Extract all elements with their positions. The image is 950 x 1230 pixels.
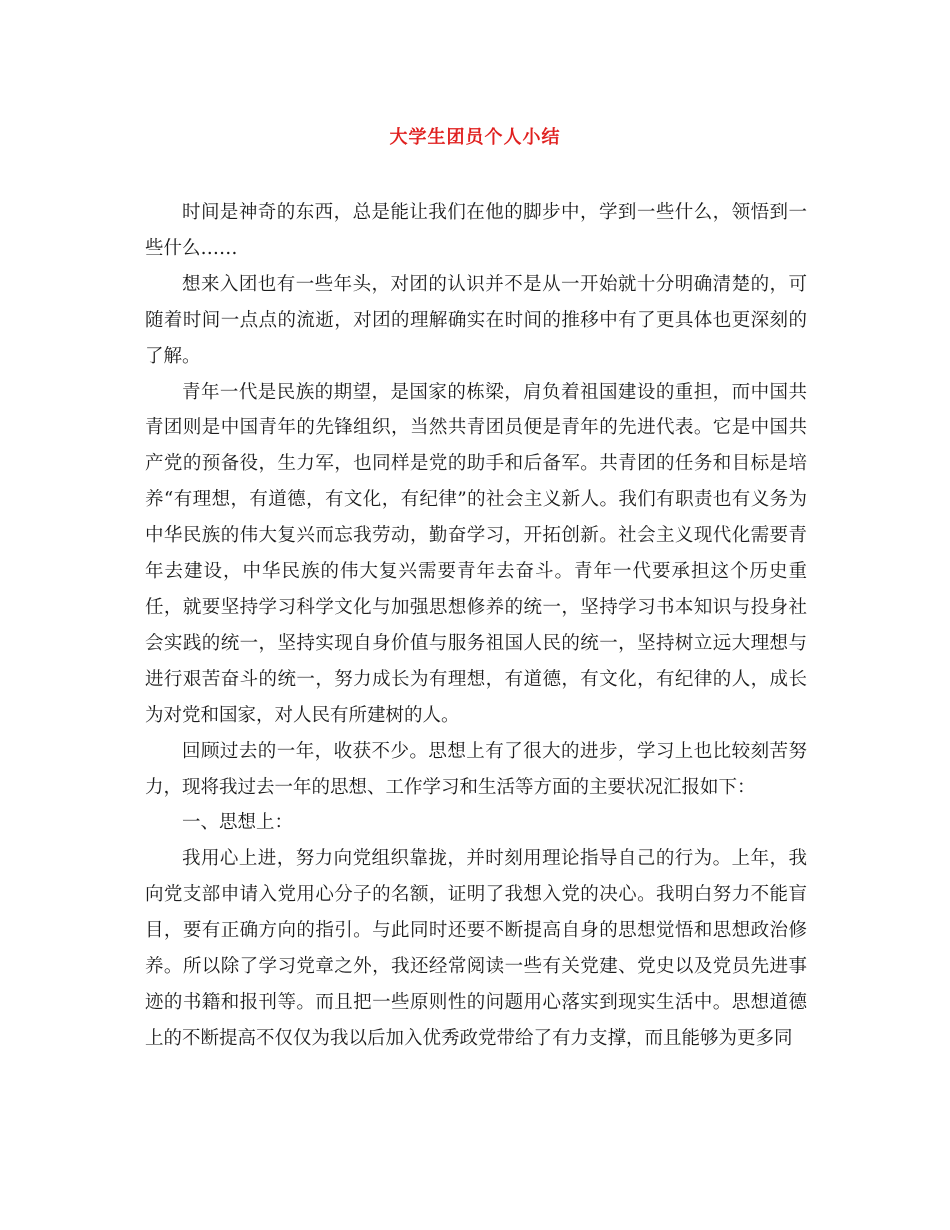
paragraph-understanding: 想来入团也有一些年头，对团的认识并不是从一开始就十分明确清楚的，可随着时间一点点的流逝，对团的理解确实在时间的推移中有了更具体也更深刻的了解。 [145, 273, 807, 367]
paragraph-review: 回顾过去的一年，收获不少。思想上有了很大的进步，学习上也比较刻苦努力，现将我过去一年的思想、工作学习和生活等方面的主要状况汇报如下： [145, 740, 807, 798]
section-heading-thought: 一、思想上： [182, 812, 294, 834]
paragraph-thought: 我用心上进，努力向党组织靠拢，并时刻用理论指导自己的行为。上年，我向党支部申请入党用心分子的名额，证明了我想入党的决心。我明白努力不能盲目，要有正确方向的指引。与此同时还要不断提高自身的思想觉悟和思想政治修养。所以除了学习党章之外，我还经常阅读一些有关党建、党史以及党员先进事迹的书籍和报刊等。而且把一些原则性的问题用心落实到现实生活中。思想道德上的不断提高不仅仅为我以后加入优秀政党带给了有力支撑，而且能够为更多同 [145, 848, 807, 1049]
document-body [145, 195, 807, 1057]
paragraph-intro: 时间是神奇的东西，总是能让我们在他的脚步中，学到一些什么，领悟到一些什么…… [145, 202, 807, 259]
document-title: 大学生团员个人小结 [389, 127, 561, 148]
paragraph-youth-role: 青年一代是民族的期望，是国家的栋梁，肩负着祖国建设的重担，而中国共青团则是中国青年的先锋组织，当然共青团员便是青年的先进代表。它是中国共产党的预备役，生力军，也同样是党的助手和后备军。共青团的任务和目标是培养“有理想，有道德，有文化，有纪律”的社会主义新人。我们有职责也有义务为中华民族的伟大复兴而忘我劳动，勤奋学习，开拓创新。社会主义现代化需要青年去建设，中华民族的伟大复兴需要青年去奋斗。青年一代要承担这个历史重任，就要坚持学习科学文化与加强思想修养的统一，坚持学习书本知识与投身社会实践的统一，坚持实现自身价值与服务祖国人民的统一，坚持树立远大理想与进行艰苦奋斗的统一，努力成长为有理想，有道德，有文化，有纪律的人，成长为对党和国家，对人民有所建树的人。 [145, 381, 807, 726]
